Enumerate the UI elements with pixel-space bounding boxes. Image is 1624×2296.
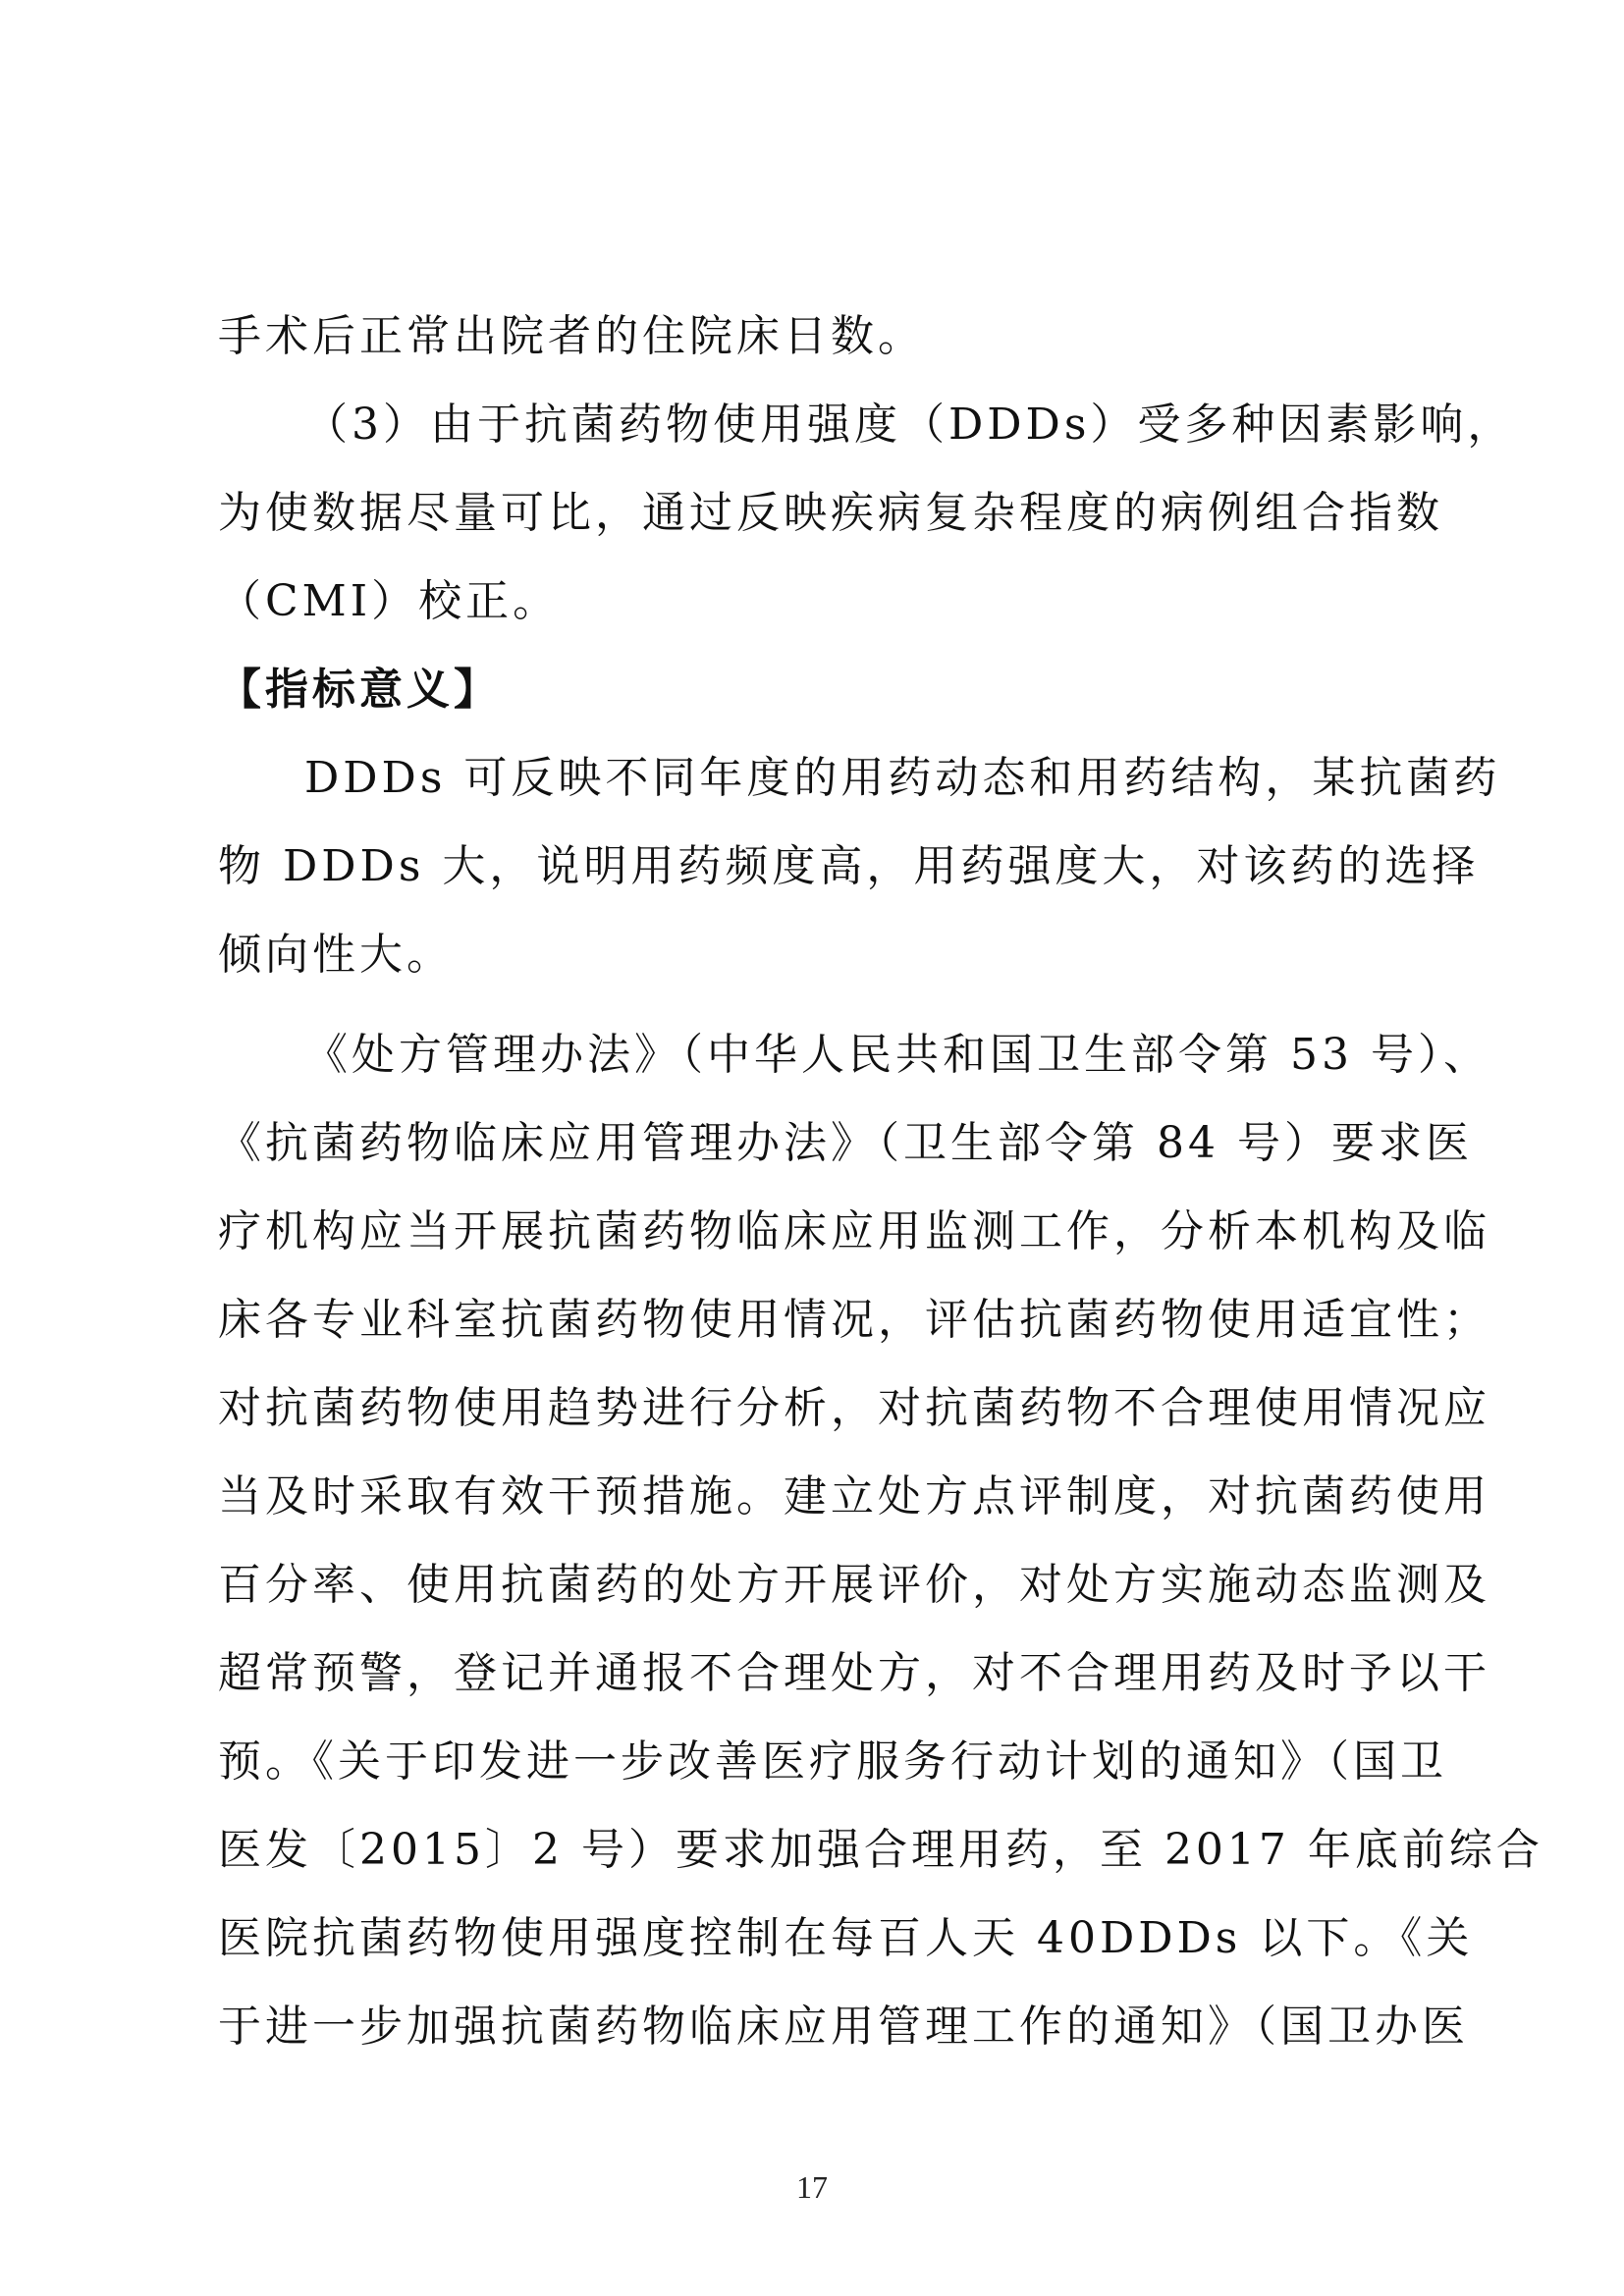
- body-text: [218, 293, 1543, 2071]
- paragraph-line: 为使数据尽量可比，通过反映疾病复杂程度的病例组合指数: [218, 488, 1443, 538]
- paragraph-line: 《抗菌药物临床应用管理办法》（卫生部令第 84 号）要求医: [218, 1118, 1473, 1168]
- paragraph-line: DDDs 可反映不同年度的用药动态和用药结构，某抗菌药: [304, 753, 1501, 803]
- paragraph-line: （3）由于抗菌药物使用强度（DDDs）受多种因素影响，: [304, 400, 1515, 450]
- paragraph-line: 百分率、使用抗菌药的处方开展评价，对处方实施动态监测及: [218, 1560, 1490, 1610]
- paragraph-line: 物 DDDs 大，说明用药频度高，用药强度大，对该药的选择: [218, 841, 1480, 891]
- paragraph-line: 疗机构应当开展抗菌药物临床应用监测工作，分析本机构及临: [218, 1206, 1490, 1256]
- paragraph-line: 医发〔2015〕2 号）要求加强合理用药，至 2017 年底前综合: [218, 1825, 1543, 1875]
- paragraph-line: 超常预警，登记并通报不合理处方，对不合理用药及时予以干: [218, 1648, 1490, 1698]
- paragraph-line: 当及时采取有效干预措施。建立处方点评制度，对抗菌药使用: [218, 1471, 1490, 1522]
- paragraph-line: 《处方管理办法》（中华人民共和国卫生部令第 53 号）、: [304, 1030, 1490, 1080]
- paragraph-line: 倾向性大。: [218, 930, 454, 980]
- paragraph-line: （CMI）校正。: [218, 576, 561, 626]
- section-heading: 【指标意义】: [218, 665, 501, 715]
- page-number: 17: [796, 2169, 828, 2205]
- paragraph-line: 于进一步加强抗菌药物临床应用管理工作的通知》（国卫办医: [218, 2002, 1469, 2052]
- paragraph-line: 手术后正常出院者的住院床日数。: [218, 311, 925, 361]
- paragraph-line: 预。《关于印发进一步改善医疗服务行动计划的通知》（国卫: [218, 1736, 1447, 1787]
- paragraph-line: 床各专业科室抗菌药物使用情况，评估抗菌药物使用适宜性；: [218, 1295, 1490, 1345]
- paragraph-line: 对抗菌药物使用趋势进行分析，对抗菌药物不合理使用情况应: [218, 1383, 1490, 1433]
- paragraph-line: 医院抗菌药物使用强度控制在每百人天 40DDDs 以下。《关: [218, 1913, 1474, 1963]
- paragraph-gap: [218, 999, 1406, 1011]
